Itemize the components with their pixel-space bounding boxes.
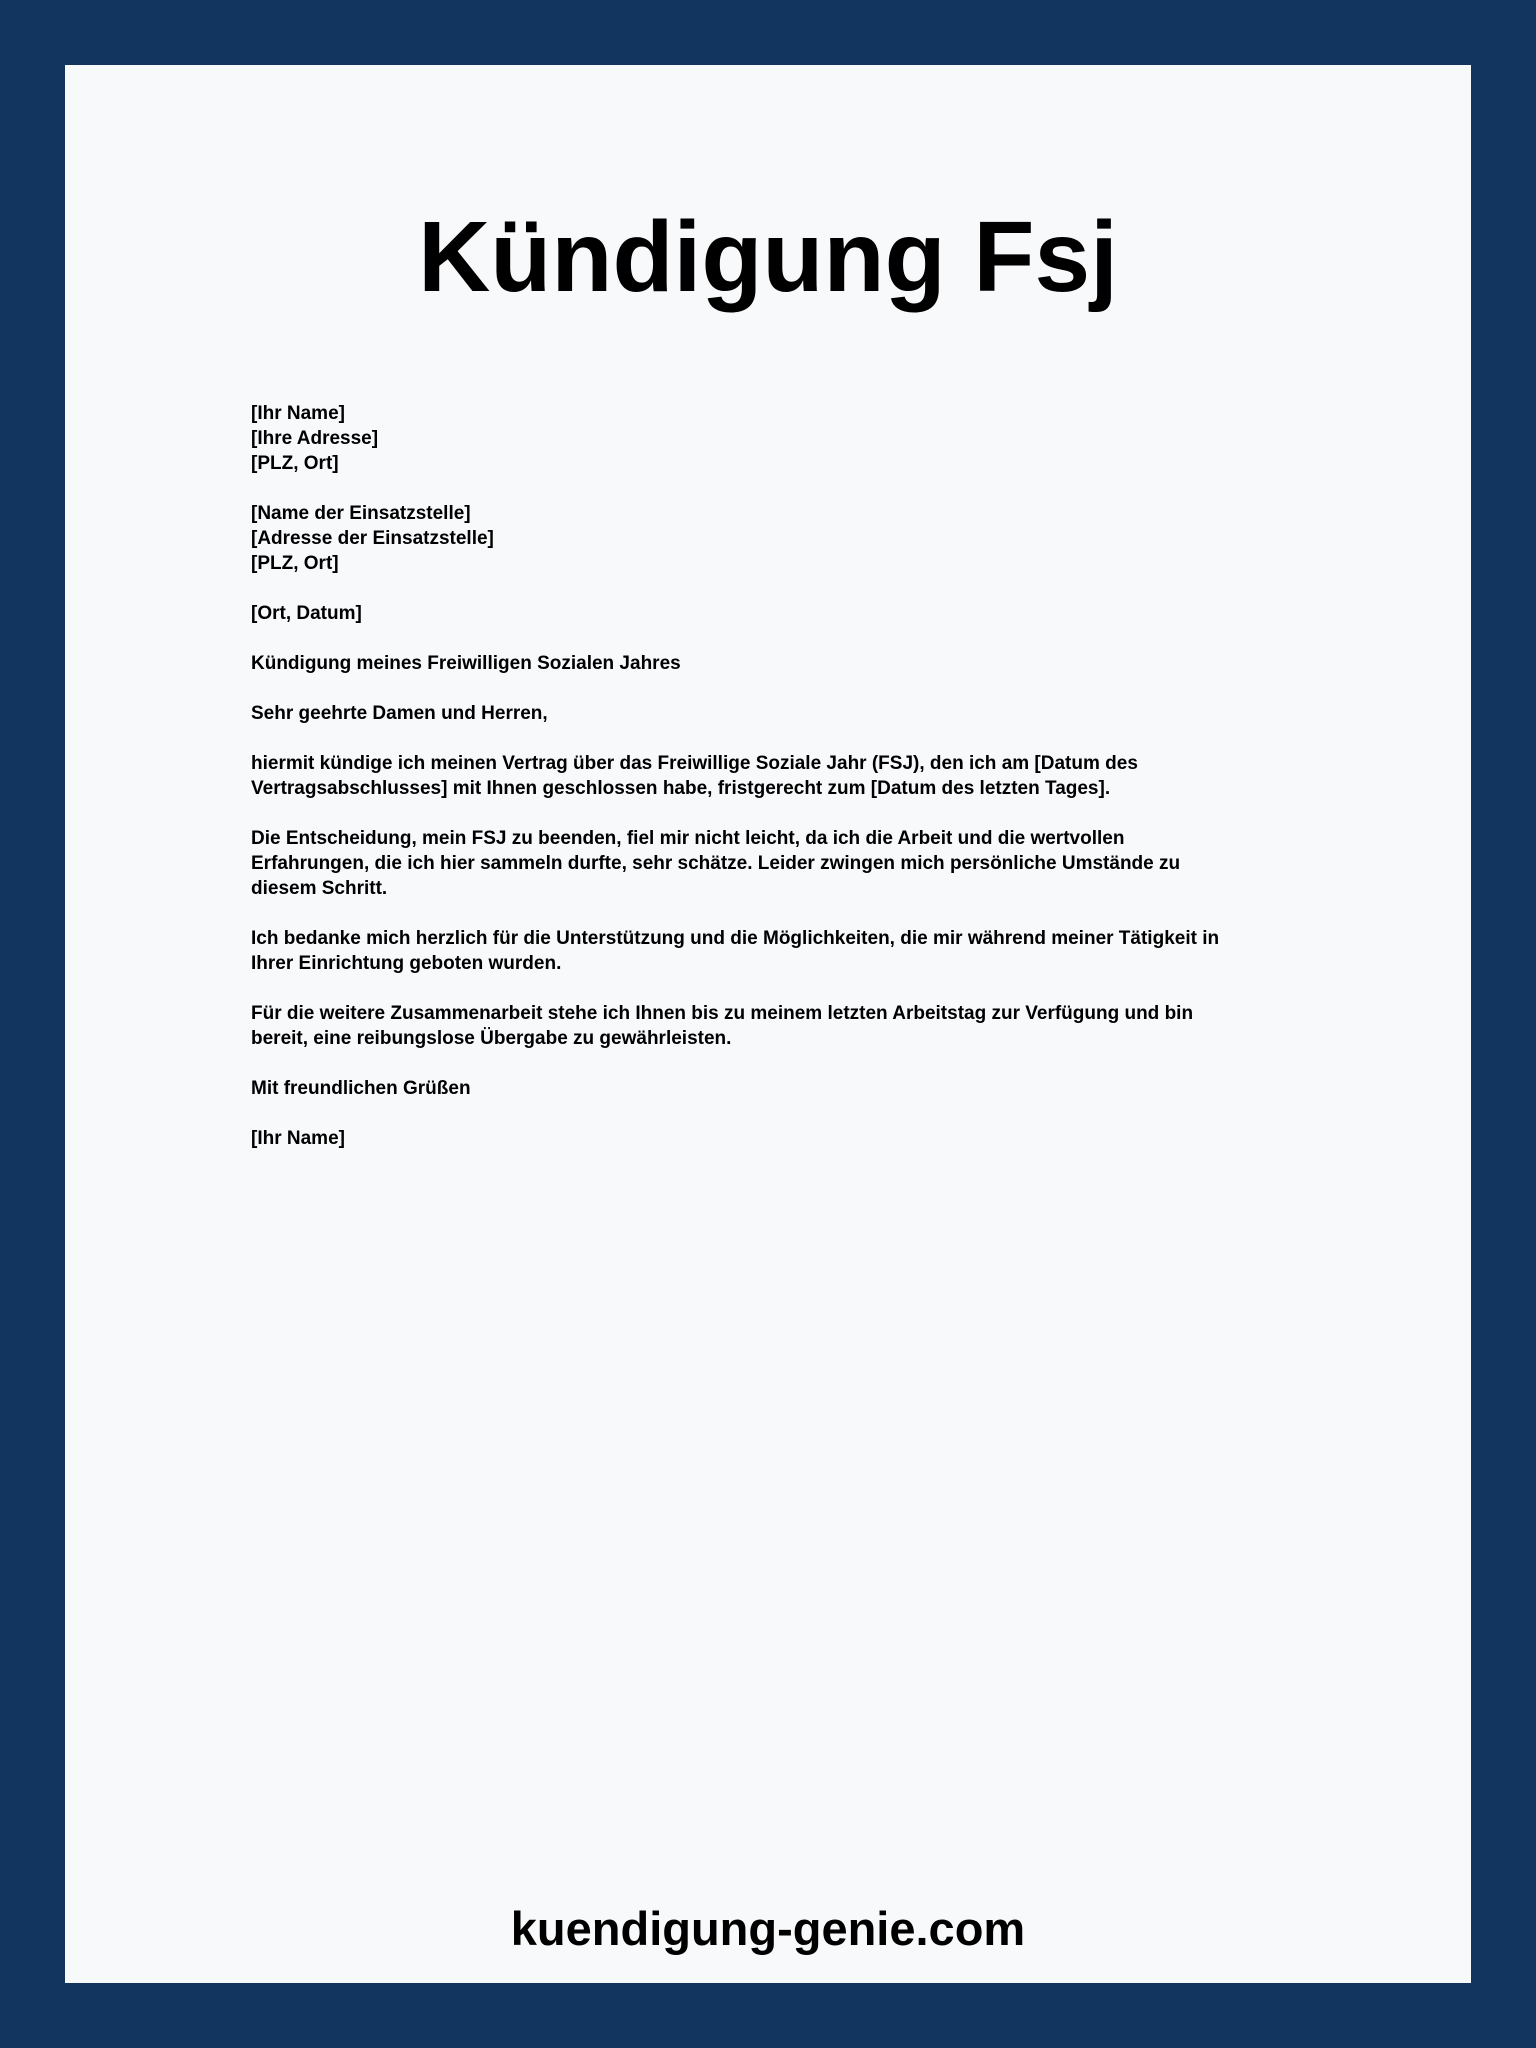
closing: [251, 1076, 1285, 1101]
paragraph-line: bereit, eine reibungslose Übergabe zu gewährleisten.: [251, 1028, 732, 1049]
salutation: [251, 701, 1285, 726]
footer-website: kuendigung-genie.com: [510, 1902, 1026, 1955]
paragraph-line: Ich bedanke mich herzlich für die Unterstützung und die Möglichkeiten, die mir während meiner Tätigkeit in: [251, 928, 1220, 949]
paragraph-line: Vertragsabschlusses] mit Ihnen geschlossen habe, fristgerecht zum [Datum des letzten Tages].: [251, 778, 1111, 799]
paragraph-handover: [251, 1001, 1285, 1051]
sender-street: [Ihre Adresse]: [251, 428, 379, 449]
place-date-text: [Ort, Datum]: [251, 603, 362, 624]
closing-text: Mit freundlichen Grüßen: [251, 1078, 471, 1099]
paragraph-line: Erfahrungen, die ich hier sammeln durfte, sehr schätze. Leider zwingen mich persönliche Umstände zu: [251, 853, 1181, 874]
signature-text: [Ihr Name]: [251, 1128, 345, 1149]
paragraph-reason: [251, 826, 1285, 901]
signature: [251, 1126, 1285, 1151]
sender-city: [PLZ, Ort]: [251, 453, 339, 474]
subject-text: Kündigung meines Freiwilligen Sozialen Jahres: [251, 653, 681, 674]
recipient-street: [Adresse der Einsatzstelle]: [251, 528, 494, 549]
paragraph-line: Ihrer Einrichtung geboten wurden.: [251, 953, 562, 974]
recipient-city: [PLZ, Ort]: [251, 553, 339, 574]
paragraph-line: Die Entscheidung, mein FSJ zu beenden, fiel mir nicht leicht, da ich die Arbeit und die wertvollen: [251, 828, 1125, 849]
paragraph-line: Für die weitere Zusammenarbeit stehe ich Ihnen bis zu meinem letzten Arbeitstag zur Verfügung und bin: [251, 1003, 1194, 1024]
paragraph-thanks: [251, 926, 1285, 976]
paragraph-line: hiermit kündige ich meinen Vertrag über das Freiwillige Soziale Jahr (FSJ), den ich am [Datum des: [251, 753, 1138, 774]
recipient-address: [251, 501, 1285, 576]
paragraph-line: diesem Schritt.: [251, 878, 388, 899]
salutation-text: Sehr geehrte Damen und Herren,: [251, 703, 548, 724]
letter-body: [251, 401, 1285, 1151]
sender-address: [251, 401, 1285, 476]
document-page: [65, 65, 1471, 1983]
page-title: Kündigung Fsj: [418, 201, 1118, 313]
place-date: [251, 601, 1285, 626]
recipient-name: [Name der Einsatzstelle]: [251, 503, 471, 524]
sender-name: [Ihr Name]: [251, 403, 345, 424]
subject-line: [251, 651, 1285, 676]
paragraph-termination: [251, 751, 1285, 801]
